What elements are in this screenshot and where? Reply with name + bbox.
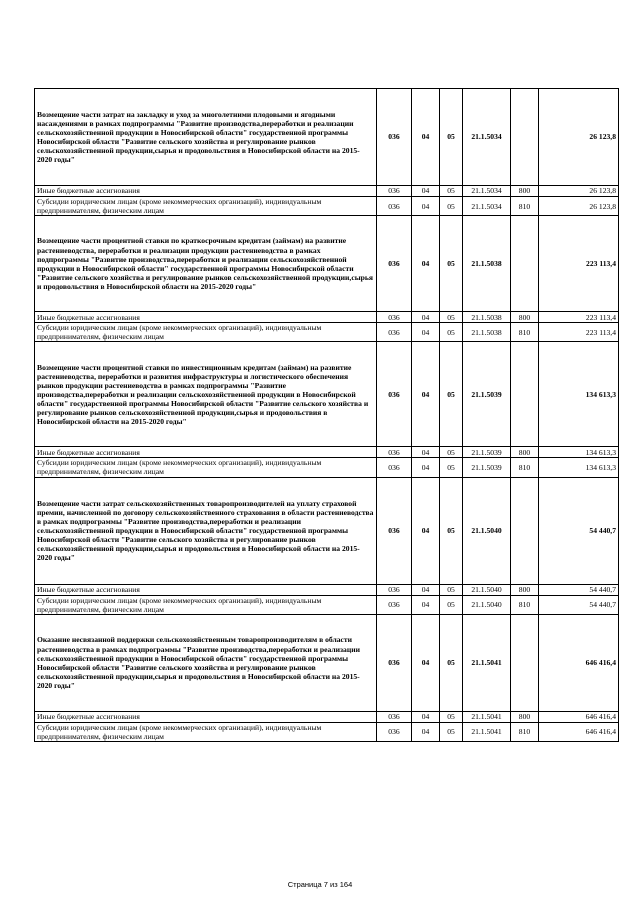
row-expense-type-code [511,89,539,186]
row-department-code: 036 [377,186,412,197]
row-expense-type-code: 810 [511,595,539,614]
row-name: Иные бюджетные ассигнования [35,584,377,595]
table-row [35,342,619,447]
row-subsection-code: 05 [440,722,463,741]
row-name: Иные бюджетные ассигнования [35,186,377,197]
row-sum: 223 113,4 [539,323,619,342]
row-sum: 646 416,4 [539,614,619,711]
row-expense-type-code [511,216,539,312]
row-name: Оказание несвязанной поддержки сельскохозяйственным товаропроизводителям в области растениеводства в рамках подпрограммы "Развитие производства,переработки и реализации сельскохозяйственной продукции в Новосибирской области" государственной программы Новосибирской области "Развитие сельского хозяйства и регулирование рынков сельскохозяйственной продукции,сырья и продовольствия в Новосибирской области на 2015-2020 годы" [35,614,377,711]
row-section-code: 04 [412,186,440,197]
row-section-code: 04 [412,458,440,477]
row-target-article-code: 21.1.5040 [463,595,511,614]
row-target-article-code: 21.1.5034 [463,197,511,216]
table-row [35,584,619,595]
row-name: Возмещение части процентной ставки по краткосрочным кредитам (займам) на развитие растениеводства, переработки и реализации продукции растениеводства в рамках подпрограммы "Развитие производства,переработки и реализации сельскохозяйственной продукции в Новосибирской области" государственной программы Новосибирской области "Развитие сельского хозяйства и регулирование рынков сельскохозяйственной продукции,сырья и продовольствия в Новосибирской области на 2015-2020 годы" [35,216,377,312]
row-sum: 223 113,4 [539,216,619,312]
row-name: Возмещение части процентной ставки по инвестиционным кредитам (займам) на развитие растениеводства, переработки и развития инфраструктуры и логистического обеспечения рынков продукции растениеводства в рамках подпрограммы "Развитие производства,переработки и реализации сельскохозяйственной продукции в Новосибирской области" государственной программы Новосибирской области "Развитие сельского хозяйства и регулирование рынков сельскохозяйственной продукции,сырья и продовольствия в Новосибирской области на 2015-2020 годы" [35,342,377,447]
row-target-article-code: 21.1.5039 [463,447,511,458]
row-name: Иные бюджетные ассигнования [35,711,377,722]
row-subsection-code: 05 [440,186,463,197]
row-section-code: 04 [412,614,440,711]
row-department-code: 036 [377,447,412,458]
row-name: Возмещение части затрат сельскохозяйственных товаропроизводителей на уплату страховой премии, начисленной по договору сельскохозяйственного страхования в области растениеводства в рамках подпрограммы "Развитие производства,переработки и реализации сельскохозяйственной продукции в Новосибирской области" государственной программы Новосибирской области "Развитие сельского хозяйства и регулирование рынков сельскохозяйственной продукции,сырья и продовольствия в Новосибирской области на 2015-2020 годы" [35,477,377,584]
table-row [35,458,619,477]
row-target-article-code: 21.1.5041 [463,614,511,711]
row-sum: 26 123,8 [539,186,619,197]
row-subsection-code: 05 [440,614,463,711]
row-subsection-code: 05 [440,323,463,342]
row-sum: 134 613,3 [539,458,619,477]
row-section-code: 04 [412,216,440,312]
row-expense-type-code: 800 [511,711,539,722]
row-department-code: 036 [377,323,412,342]
row-target-article-code: 21.1.5041 [463,722,511,741]
table-row [35,323,619,342]
row-target-article-code: 21.1.5040 [463,584,511,595]
row-department-code: 036 [377,477,412,584]
row-target-article-code: 21.1.5034 [463,89,511,186]
row-section-code: 04 [412,312,440,323]
table-row [35,89,619,186]
row-department-code: 036 [377,216,412,312]
table-row [35,447,619,458]
row-name: Субсидии юридическим лицам (кроме некоммерческих организаций), индивидуальным предпринимателям, физическим лицам [35,197,377,216]
row-name: Субсидии юридическим лицам (кроме некоммерческих организаций), индивидуальным предпринимателям, физическим лицам [35,458,377,477]
row-sum: 26 123,8 [539,89,619,186]
row-target-article-code: 21.1.5038 [463,323,511,342]
row-subsection-code: 05 [440,312,463,323]
row-name: Возмещение части затрат на закладку и уход за многолетними плодовыми и ягодными насаждениями в рамках подпрограммы "Развитие производства,переработки и реализации сельскохозяйственной продукции в Новосибирской области" государственной программы Новосибирской области "Развитие сельского хозяйства и регулирование рынков сельскохозяйственной продукции,сырья и продовольствия в Новосибирской области на 2015-2020 годы" [35,89,377,186]
row-department-code: 036 [377,595,412,614]
row-subsection-code: 05 [440,447,463,458]
row-expense-type-code: 810 [511,722,539,741]
row-target-article-code: 21.1.5038 [463,312,511,323]
row-subsection-code: 05 [440,595,463,614]
row-sum: 223 113,4 [539,312,619,323]
row-sum: 134 613,3 [539,342,619,447]
table-row [35,186,619,197]
row-sum: 646 416,4 [539,711,619,722]
table-row [35,312,619,323]
row-expense-type-code: 800 [511,186,539,197]
row-department-code: 036 [377,458,412,477]
row-name: Субсидии юридическим лицам (кроме некоммерческих организаций), индивидуальным предпринимателям, физическим лицам [35,595,377,614]
row-department-code: 036 [377,614,412,711]
row-name: Субсидии юридическим лицам (кроме некоммерческих организаций), индивидуальным предпринимателям, физическим лицам [35,722,377,741]
row-target-article-code: 21.1.5034 [463,186,511,197]
row-sum: 54 440,7 [539,595,619,614]
row-subsection-code: 05 [440,197,463,216]
row-expense-type-code [511,342,539,447]
row-sum: 646 416,4 [539,722,619,741]
row-department-code: 036 [377,312,412,323]
row-subsection-code: 05 [440,89,463,186]
table-row [35,711,619,722]
row-expense-type-code: 810 [511,458,539,477]
table-row [35,197,619,216]
row-expense-type-code: 800 [511,447,539,458]
row-section-code: 04 [412,722,440,741]
row-expense-type-code: 810 [511,197,539,216]
row-section-code: 04 [412,711,440,722]
row-department-code: 036 [377,722,412,741]
row-target-article-code: 21.1.5039 [463,342,511,447]
row-target-article-code: 21.1.5038 [463,216,511,312]
row-name: Субсидии юридическим лицам (кроме некоммерческих организаций), индивидуальным предпринимателям, физическим лицам [35,323,377,342]
row-expense-type-code [511,477,539,584]
row-department-code: 036 [377,342,412,447]
row-target-article-code: 21.1.5040 [463,477,511,584]
row-expense-type-code: 800 [511,312,539,323]
row-sum: 26 123,8 [539,197,619,216]
table-row [35,722,619,741]
row-subsection-code: 05 [440,458,463,477]
row-sum: 54 440,7 [539,584,619,595]
row-expense-type-code: 810 [511,323,539,342]
row-department-code: 036 [377,711,412,722]
row-expense-type-code: 800 [511,584,539,595]
row-section-code: 04 [412,197,440,216]
row-section-code: 04 [412,477,440,584]
row-section-code: 04 [412,447,440,458]
row-section-code: 04 [412,595,440,614]
row-department-code: 036 [377,584,412,595]
table-row [35,595,619,614]
row-section-code: 04 [412,342,440,447]
row-sum: 134 613,3 [539,447,619,458]
table-row [35,614,619,711]
row-department-code: 036 [377,89,412,186]
row-department-code: 036 [377,197,412,216]
row-expense-type-code [511,614,539,711]
row-name: Иные бюджетные ассигнования [35,312,377,323]
row-section-code: 04 [412,584,440,595]
row-section-code: 04 [412,323,440,342]
budget-table [34,88,619,742]
row-sum: 54 440,7 [539,477,619,584]
page-number: Страница 7 из 164 [287,880,353,889]
table-row [35,477,619,584]
row-subsection-code: 05 [440,477,463,584]
table-row [35,216,619,312]
row-target-article-code: 21.1.5039 [463,458,511,477]
row-subsection-code: 05 [440,584,463,595]
row-subsection-code: 05 [440,216,463,312]
row-name: Иные бюджетные ассигнования [35,447,377,458]
row-subsection-code: 05 [440,711,463,722]
row-section-code: 04 [412,89,440,186]
row-target-article-code: 21.1.5041 [463,711,511,722]
row-subsection-code: 05 [440,342,463,447]
